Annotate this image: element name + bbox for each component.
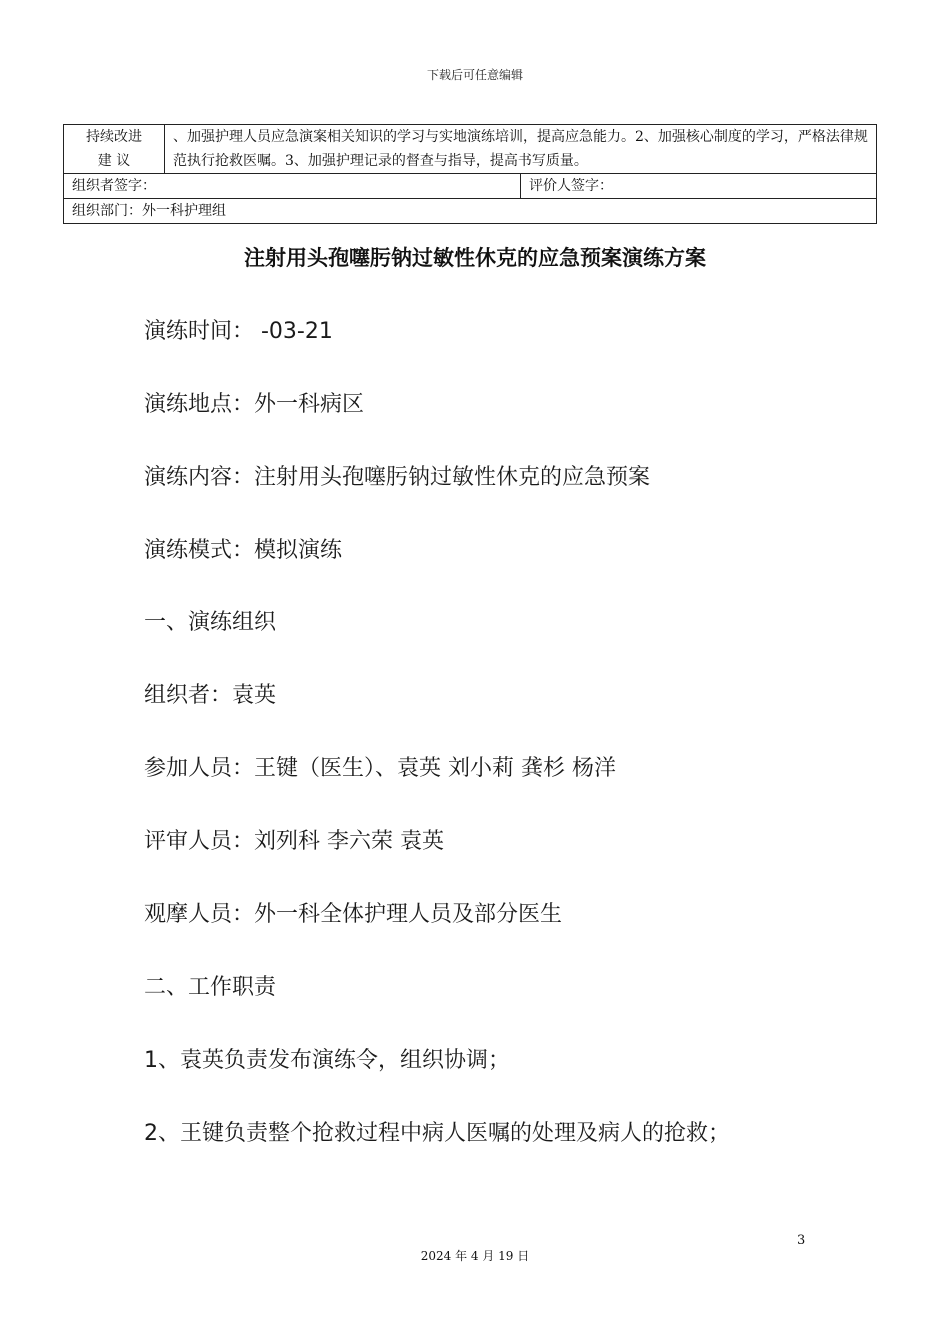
organizer: 组织者：袁英 bbox=[144, 683, 277, 708]
drill-mode: 演练模式：模拟演练 bbox=[144, 538, 343, 563]
improvement-label-line2: 建 议 bbox=[97, 153, 131, 169]
document-title: 注射用头孢噻肟钠过敏性休克的应急预案演练方案 bbox=[244, 246, 706, 270]
drill-content: 演练内容：注射用头孢噻肟钠过敏性休克的应急预案 bbox=[144, 465, 651, 490]
organizer-sign: 组织者签字： bbox=[64, 174, 521, 199]
improvement-label bbox=[64, 125, 165, 174]
evaluator-sign: 评价人签字： bbox=[521, 174, 877, 199]
department: 组织部门：外一科护理组 bbox=[64, 199, 877, 224]
duty-item-1: 1、袁英负责发布演练令，组织协调； bbox=[144, 1048, 510, 1073]
participants: 参加人员：王键（医生）、袁英 刘小莉 龚杉 杨洋 bbox=[144, 756, 616, 781]
signature-row bbox=[64, 174, 877, 199]
header-note: 下载后可任意编辑 bbox=[426, 68, 523, 82]
duty-item-2: 2、王键负责整个抢救过程中病人医嘱的处理及病人的抢救； bbox=[144, 1121, 730, 1146]
reviewers: 评审人员：刘列科 李六荣 袁英 bbox=[144, 829, 444, 854]
page-number: 3 bbox=[797, 1233, 806, 1248]
improvement-label-line1: 持续改进 bbox=[86, 129, 142, 145]
observers: 观摩人员：外一科全体护理人员及部分医生 bbox=[144, 902, 563, 927]
department-row bbox=[64, 199, 877, 224]
section-heading-organization: 一、演练组织 bbox=[144, 610, 277, 635]
drill-time: 演练时间： -03-21 bbox=[144, 319, 333, 344]
footer-date: 2024 年 4 月 19 日 bbox=[420, 1249, 530, 1263]
drill-location: 演练地点：外一科病区 bbox=[144, 392, 365, 417]
evaluation-table bbox=[63, 124, 877, 224]
improvement-text: 、加强护理人员应急演案相关知识的学习与实地演练培训，提高应急能力。2、加强核心制度的学习，严格法律规范执行抢救医嘱。3、加强护理记录的督查与指导，提高书写质量。 bbox=[165, 125, 877, 174]
section-heading-duties: 二、工作职责 bbox=[144, 975, 277, 1000]
improvement-row bbox=[64, 125, 877, 174]
